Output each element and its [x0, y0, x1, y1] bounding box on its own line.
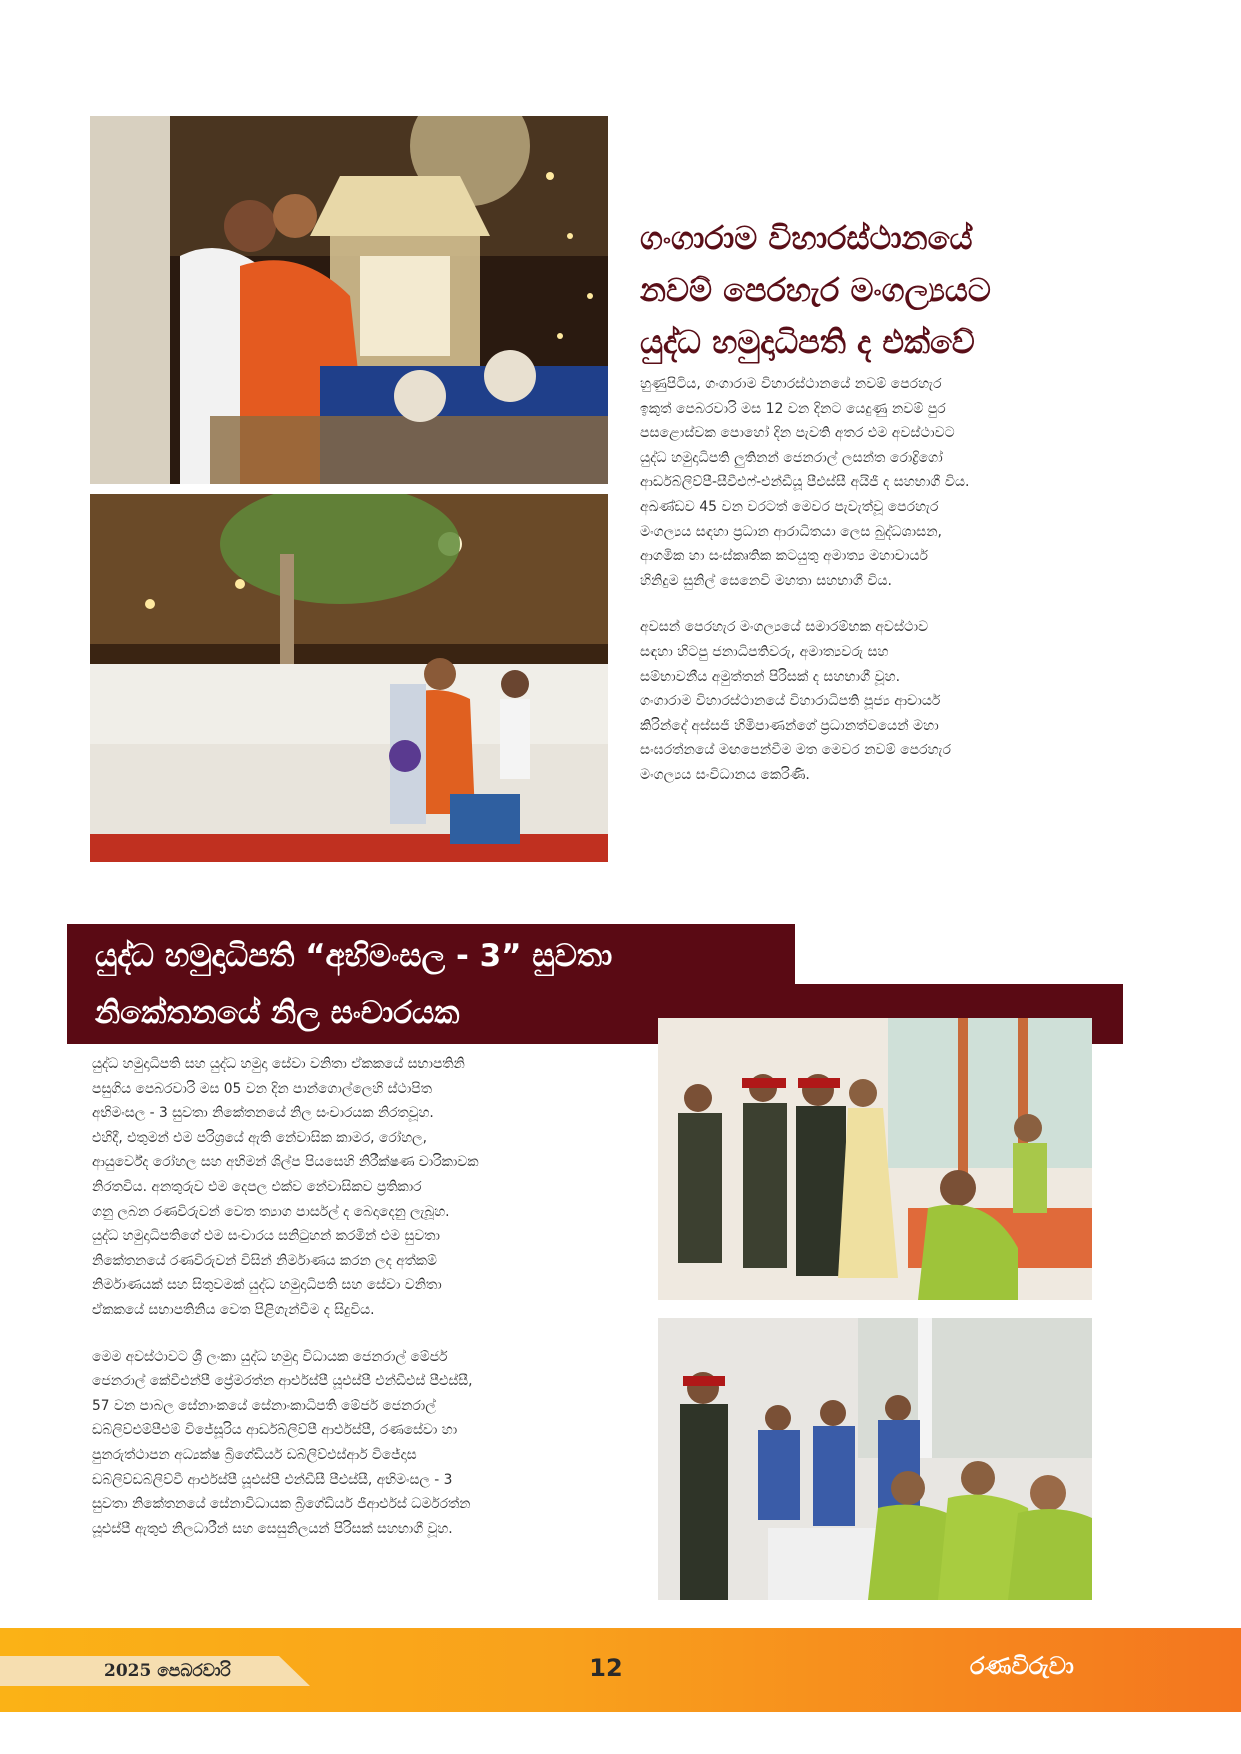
text-line: ඩබ්ලිව්එම්පීඑම් විජේසූරිය ආර්ඩබ්ලිව්පී ආර්එස්පී, රණසේවා හා [92, 1422, 458, 1439]
text-line: පසුගිය පෙබරවාරි මස 05 වන දින පාන්ගොල්ලෙහි ස්ථාපිත [92, 1080, 432, 1097]
text-line: ආර්ඩබ්ලිව්පී-සීවීඑෆ්-එන්ඩීයූ පීඑස්සී අයිජී ද සහභාගී විය. [640, 474, 970, 491]
article2-headline-line2: නිකේතනයේ නිල සංචාරයක [67, 984, 1123, 1044]
perahera-casket-photo [90, 116, 608, 484]
article1-headline-line: ගංගාරාම විහාරස්ථානයේ [640, 219, 973, 257]
monk-speech-photo [90, 494, 608, 862]
text-line: ආයුර්වේද රෝහල සහ අභිමන් ශිල්ප පියසෙහි නිරීක්ෂණ චාරිකාවක [92, 1154, 479, 1171]
text-line: අඛණ්ඩව 45 වන වරටත් මෙවර පැවැත්වූ පෙරහැර [640, 498, 939, 515]
article1-headline-line: යුද්ධ හමුදාධිපති ද එක්වේ [640, 323, 975, 361]
text-line: සම්භාවනීය අමුත්තන් පිරිසක් ද සහභාගී වූහ. [640, 668, 901, 685]
article2-headline-line1: යුද්ධ හමුදාධිපති “අභිමංසල - 3” සුවතා [67, 924, 795, 988]
text-line: නිරතවිය. අනතුරුව එම දෙපල එක්ව නේවාසිකව ප්‍රතිකාර [92, 1178, 422, 1195]
article2-paragraph [92, 1052, 632, 1323]
article1-headline [640, 212, 1080, 368]
text-line: යූඑස්පී ඇතුළු නිලධාරීන් සහ සෙසුනිලයන් පිරිසක් සහභාගී වූහ. [92, 1520, 453, 1537]
text-line: මංගල්‍යය සඳහා ප්‍රධාන ආරාධිතයා ලෙස බුද්ධශාසන, [640, 523, 943, 540]
commander-greeting-photo [658, 1018, 1092, 1300]
wounded-soldiers-visit-photo [658, 1318, 1092, 1600]
issue-date: 2025 පෙබරවාරි [104, 1661, 231, 1681]
text-line: ඉකුත් පෙබරවාරි මස 12 වන දිනට යෙදුණු නවම් පුර [640, 400, 946, 417]
text-line: 57 වන පාබල සේනාංකයේ සේනාංකාධිපති මේජර් ජෙනරාල් [92, 1397, 436, 1414]
text-line: හිනිදුම සුනිල් සෙනෙවි මහතා සහභාගී විය. [640, 572, 892, 589]
text-line: කිරින්දේ අස්සජි හිමිපාණන්ගේ ප්‍රධානත්වයෙන් මහා [640, 717, 939, 734]
text-line: නිකේතනයේ රණවිරුවන් විසින් නිර්මාණය කරන ලද අත්කම් [92, 1252, 437, 1269]
article1-paragraph [640, 615, 1080, 787]
text-line: ගනු ලබන රණවිරුවන් වෙත ත්‍යාග පාර්සල් ද බෙදාදෙනු ලැබූහ. [92, 1203, 450, 1220]
text-line: මෙම අවස්ථාවට ශ්‍රී ලංකා යුද්ධ හමුදා විධායක ජෙනරාල් මේජර් [92, 1348, 448, 1365]
text-line: ඒකකයේ සභාපතිනිය වෙත පිළිගැන්වීම ද සිදුවිය. [92, 1301, 375, 1318]
page-number: 12 [589, 1654, 623, 1682]
article2-body [92, 1052, 632, 1563]
article1-paragraph [640, 372, 1080, 593]
text-line: හුණුපිටිය, ගංගාරාම විහාරස්ථානයේ නවම් පෙරහැර [640, 376, 942, 392]
text-line: යුද්ධ හමුදාධිපති ලුතිනන් ජෙනරාල් ලසන්ත රොද්‍රිගෝ [640, 449, 943, 466]
article1-body [640, 372, 1080, 810]
text-line: සඳහා හිටපු ජනාධිපතිවරු, අමාත්‍යවරු සහ [640, 643, 889, 660]
text-line: ආගමික හා සංස්කෘතික කටයුතු අමාත්‍ය මහාචාර්ය [640, 548, 928, 565]
text-line: ජෙනරාල් කේවීඑන්පී ප්‍රේමරත්න ආර්එස්පී යූඑස්පී එන්ඩීඑස් පීඑස්සී, [92, 1373, 473, 1390]
text-line: යුද්ධ හමුදාධිපති සහ යුද්ධ හමුදා සේවා වනිතා ඒකකයේ සභාපතිනි [92, 1056, 465, 1072]
text-line: ගංගාරාම විහාරස්ථානයේ විහාරාධිපති පූජ්‍ය ආචාර්ය [640, 693, 941, 710]
text-line: අභිමංසල - 3 සුවතා නිකේතනයේ නිල සංචාරයක නිරතවූහ. [92, 1105, 434, 1122]
text-line: නිර්මාණයක් සහ සිතුවමක් යුද්ධ හමුදාධිපති සහ සේවා වනිතා [92, 1277, 442, 1294]
article2-paragraph [92, 1345, 632, 1542]
text-line: සංඝරත්නයේ මඟපෙන්වීම මත මෙවර නවම් පෙරහැර [640, 742, 951, 759]
text-line: මංගල්‍යය සංවිධානය කෙරිණි. [640, 766, 810, 783]
article1-headline-line: නවම් පෙරහැර මංගල්‍යයට [640, 271, 991, 309]
text-line: පසළොස්වක පොහෝ දින පැවති අතර එම අවස්ථාවට [640, 425, 955, 442]
text-line: එහිදී, එතුමන් එම පරිශ්‍රයේ ඇති නේවාසික කාමර, රෝහල, [92, 1129, 427, 1146]
text-line: පුනරුත්ථාපන අධ්‍යක්ෂ බ්‍රිගේඩියර් ඩබ්ලිව්එස්ආර් විජේදාස [92, 1446, 417, 1463]
text-line: ඩබ්ලිව්ඩබ්ලිව්වී ආර්එස්පී යූඑස්පී එන්ඩීසී පීඑස්සී, අභිමංසල - 3 [92, 1471, 453, 1488]
text-line: අවසන් පෙරහැර මංගල්‍යයේ සමාරම්භක අවස්ථාව [640, 619, 929, 636]
text-line: යුද්ධ හමුදාධිපතිගේ එම සංචාරය සනිටුහන් කරමින් එම සුවතා [92, 1228, 440, 1245]
text-line: සුවතා නිකේතනයේ සේනාවිධායක බ්‍රිගේඩියර් ජීආර්එස් ධර්මරත්න [92, 1496, 471, 1513]
magazine-logo-text: රණවිරුවා [970, 1652, 1074, 1680]
